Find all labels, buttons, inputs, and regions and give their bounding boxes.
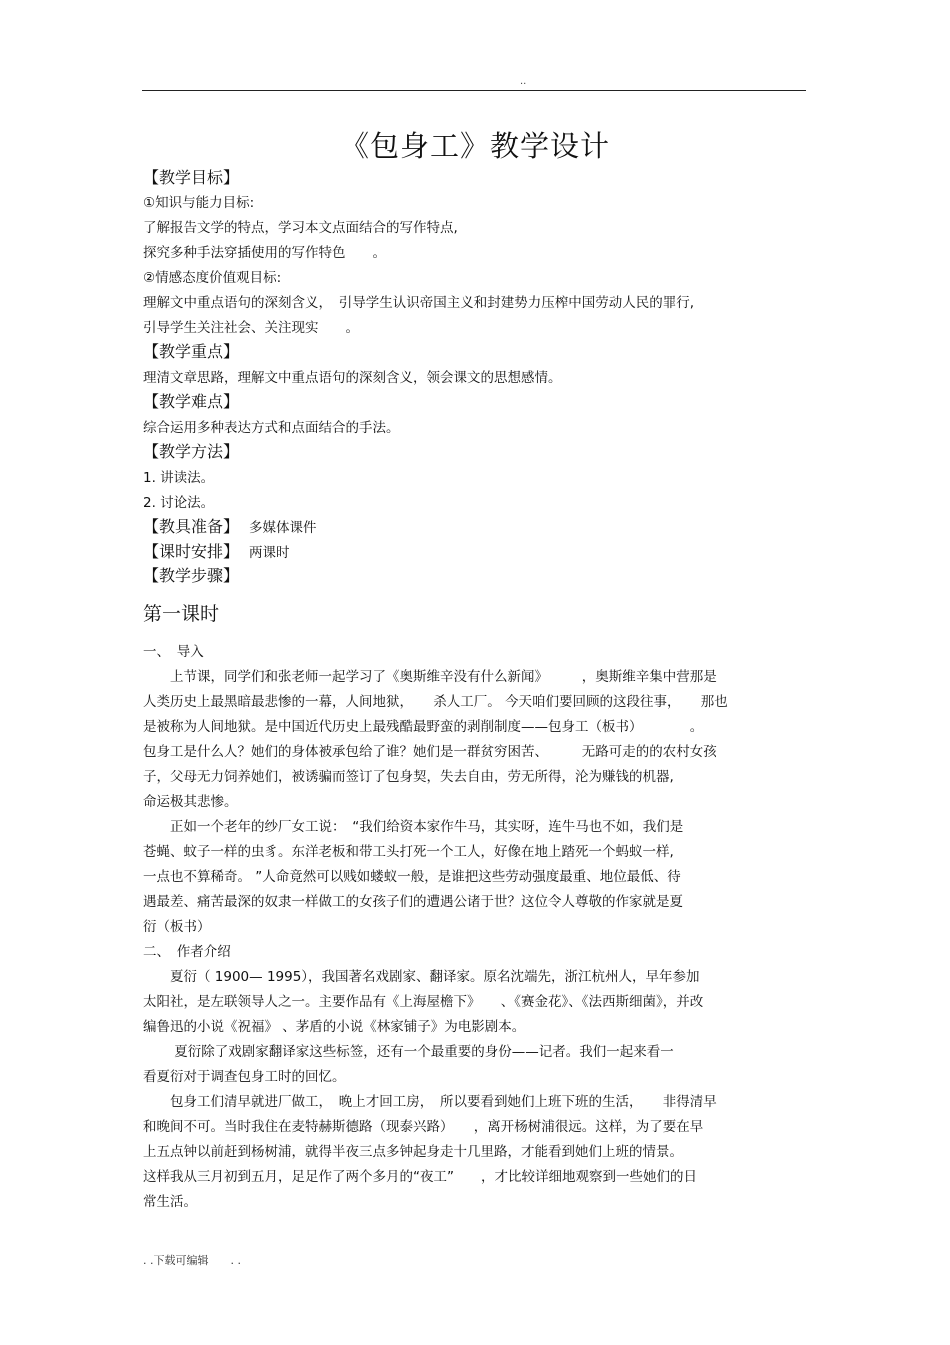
intro-line: 遇最差、痛苦最深的奴隶一样做工的女孩子们的遭遇公诸于世？这位令人尊敬的作家就是夏 bbox=[143, 894, 683, 910]
author-line: 上五点钟以前赶到杨树浦，就得半夜三点多钟起身走十几里路，才能看到她们上班的情景。 bbox=[143, 1144, 683, 1160]
author-line: 包身工们清早就进厂做工， 晚上才回工房， 所以要看到她们上班下班的生活， 非得清早 bbox=[143, 1094, 717, 1110]
schedule-row bbox=[143, 543, 290, 562]
difficulties-heading: 【教学难点】 bbox=[143, 392, 240, 411]
intro-line: 子，父母无力饲养她们，被诱骗而签订了包身契，失去自由，劳无所得，沦为赚钱的机器, bbox=[143, 769, 674, 785]
author-line: 这样我从三月初到五月，足足作了两个多月的“夜工” ，才比较详细地观察到一些她们的日 bbox=[143, 1169, 697, 1185]
knowledge-line-1: 了解报告文学的特点，学习本文点面结合的写作特点, bbox=[143, 220, 458, 236]
intro-line: 一点也不算稀奇。 ”人命竟然可以贱如蝼蚁一般，是谁把这些劳动强度最重、地位最低、待 bbox=[143, 869, 681, 885]
materials-heading: 【教具准备】 bbox=[143, 517, 240, 536]
intro-line: 人类历史上最黑暗最悲惨的一幕，人间地狱， 杀人工厂。 今天咱们要回顾的这段往事， 那也 bbox=[143, 694, 728, 710]
intro-heading: 一、 导入 bbox=[143, 644, 204, 660]
author-line: 夏衍除了戏剧家翻译家这些标签，还有一个最重要的身份——记者。我们一起来看一 bbox=[143, 1044, 674, 1060]
author-line: 和晚间不可。当时我住在麦特赫斯德路（现泰兴路） ，离开杨树浦很远。这样，为了要在早 bbox=[143, 1119, 704, 1135]
intro-line: 包身工是什么人？她们的身体被承包给了谁？她们是一群贫穷困苦、 无路可走的的农村女孩 bbox=[143, 744, 717, 760]
author-line: 太阳社，是左联领导人之一。主要作品有《上海屋檐下》 、《赛金花》、《法西斯细菌》，并改 bbox=[143, 994, 704, 1010]
author-line: 看夏衍对于调查包身工时的回忆。 bbox=[143, 1069, 346, 1085]
intro-line: 正如一个老年的纱厂女工说： “我们给资本家作牛马，其实呀，连牛马也不如，我们是 bbox=[143, 819, 684, 835]
steps-heading: 【教学步骤】 bbox=[143, 566, 240, 585]
intro-line: 上节课，同学们和张老师一起学习了《奥斯维辛没有什么新闻》 ，奥斯维辛集中营那是 bbox=[143, 669, 717, 685]
goals-heading: 【教学目标】 bbox=[143, 168, 240, 187]
schedule-heading: 【课时安排】 bbox=[143, 542, 240, 561]
intro-line: 衍（板书） bbox=[143, 919, 211, 935]
footer-note: . .下载可编辑 . . bbox=[143, 1254, 241, 1267]
emotion-label: ②情感态度价值观目标: bbox=[143, 270, 282, 286]
emotion-line-2: 引导学生关注社会、关注现实 。 bbox=[143, 320, 359, 336]
intro-line: 命运极其悲惨。 bbox=[143, 794, 238, 810]
emotion-line-1: 理解文中重点语句的深刻含义， 引导学生认识帝国主义和封建势力压榨中国劳动人民的罪行, bbox=[143, 295, 695, 311]
author-line: 常生活。 bbox=[143, 1194, 197, 1210]
schedule-value: 两课时 bbox=[249, 545, 290, 561]
author-heading: 二、 作者介绍 bbox=[143, 944, 231, 960]
header-mark: .. bbox=[520, 76, 527, 87]
intro-line: 苍蝇、蚊子一样的虫豸。东洋老板和带工头打死一个工人，好像在地上踏死一个蚂蚁一样, bbox=[143, 844, 674, 860]
intro-line: 是被称为人间地狱。是中国近代历史上最残酷最野蛮的剥削制度——包身工（板书） 。 bbox=[143, 719, 704, 735]
header-divider bbox=[142, 90, 806, 91]
author-line: 夏衍（ 1900— 1995），我国著名戏剧家、翻译家。原名沈端先，浙江杭州人，早年参加 bbox=[143, 969, 700, 985]
knowledge-label: ①知识与能力目标: bbox=[143, 195, 255, 211]
page-title: 《包身工》教学设计 bbox=[339, 129, 610, 163]
materials-value: 多媒体课件 bbox=[249, 520, 317, 536]
key-points-heading: 【教学重点】 bbox=[143, 342, 240, 361]
knowledge-line-2: 探究多种手法穿插使用的写作特色 。 bbox=[143, 245, 386, 261]
materials-row bbox=[143, 518, 317, 537]
key-points-text: 理清文章思路，理解文中重点语句的深刻含义，领会课文的思想感情。 bbox=[143, 370, 562, 386]
difficulties-text: 综合运用多种表达方式和点面结合的手法。 bbox=[143, 420, 400, 436]
method-item: 2. 讨论法。 bbox=[143, 495, 215, 511]
lesson-title: 第一课时 bbox=[143, 603, 220, 625]
author-line: 编鲁迅的小说《祝福》 、茅盾的小说《林家铺子》为电影剧本。 bbox=[143, 1019, 526, 1035]
method-item: 1. 讲读法。 bbox=[143, 470, 215, 486]
methods-heading: 【教学方法】 bbox=[143, 442, 240, 461]
